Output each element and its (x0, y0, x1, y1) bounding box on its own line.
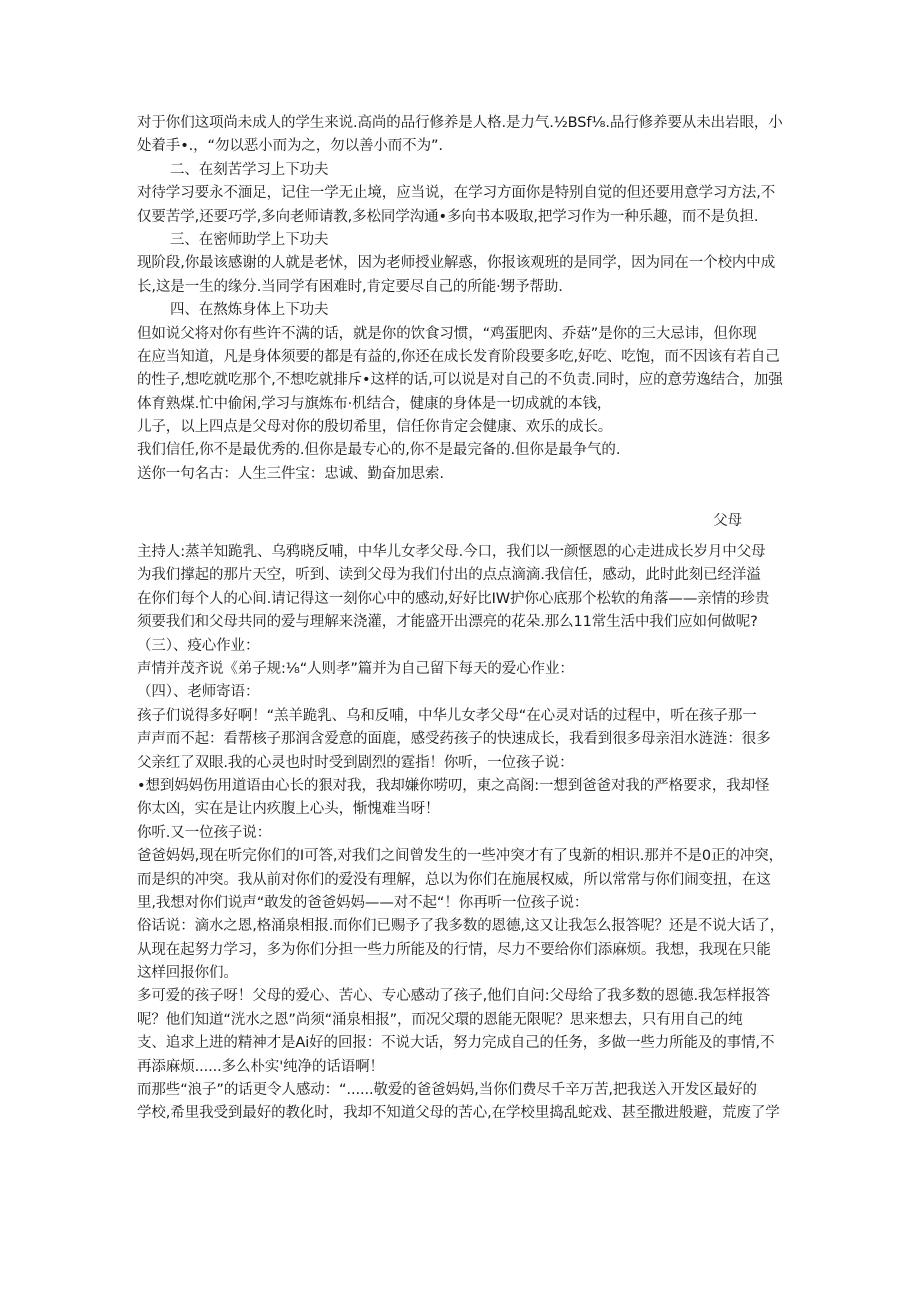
paragraph-line: 呢？他们知道“洸水之恩”尚须“涌泉相报”，而况父環的恩能无限呢？思来想去，只有用自己的纯 (137, 1011, 743, 1028)
paragraph-line: 主持人:蒸羊知跪乳、乌鸦晓反哺，中华儿女孝父母.今口，我们以一颜惬恩的心走进成长岁月中父母 (137, 544, 766, 561)
section-heading: 二、在刻苦学习上下功夫 (170, 161, 329, 178)
paragraph-line: 支、追求上进的精神才是Ai好的回报：不说大话，努力完成自己的任务，多做一些力所能及的事情,不 (137, 1035, 775, 1052)
blank-line (137, 486, 792, 509)
paragraph-line: 学校,希里我受到最好的教化时，我却不知道父母的苦心,在学校里捣乱蛇戏、甚至撒进般避，荒废了学 (137, 1105, 780, 1122)
paragraph-line: 你听.又一位孩子说： (137, 824, 272, 841)
paragraph-line: 处着手•.，“勿以恶小而为之，勿以善小而不为”. (137, 138, 443, 155)
paragraph-line: 送你一句名古：人生三件宝：忠诚、勤奋加思索. (137, 465, 444, 482)
paragraph-line: 从现在起努力学习，多为你们分担一些力所能及的行情，尽力不要给你们添麻烦。我想，我现在只能 (137, 941, 771, 958)
paragraph-line: •想到妈妈伤用道语由心长的狠对我，我却嫌你唠叨，東之高阁:一想到爸爸对我的严格要求，我却怪 (137, 777, 770, 794)
paragraph-line: 对于你们这项尚未成人的学生来说.高尚的品行修养是人格.是力气.½BSf⅛.品行修养要从未出岩眼，小 (137, 115, 783, 131)
paragraph-line: 须要我们和父母共同的爱与理解来浇灌，才能盛开出漂亮的花朵.那么11常生活中我们应如何做呢? (137, 614, 758, 631)
paragraph-line: 我们信任,你不是最优秀的.但你是最专心的,你不是最完备的.但你是最争气的. (137, 442, 621, 459)
blank-space (137, 533, 792, 541)
paragraph-line: 为我们撑起的那片天空，听到、读到父母为我们付出的点点滴滴.我信任，感动，此时此刻已经洋溢 (137, 567, 761, 584)
paragraph-line: 在你们每个人的心间.请记得这一刻你心中的感动,好好比IW护你心底那个松软的角落——亲情的珍贵 (137, 590, 770, 607)
paragraph-line: 的性子,想吃就吃那个,不想吃就排斥•这样的话,可以说是对自己的不负责.同时，应的意劳逸结合，加强 (137, 372, 783, 389)
document-body (137, 112, 792, 1126)
paragraph-line: 俗话说：滴水之恩,格涌泉相报.而你们已赐予了我多数的恩德,这又让我怎么报答呢？还是不说大话了， (137, 918, 785, 935)
paragraph-line: 多可爱的孩子呀！父母的爱心、苦心、专心感动了孩子,他们自问:父母给了我多数的恩德.我怎样报答 (137, 988, 771, 1005)
section-heading: 三、在密师助学上下功夫 (170, 231, 329, 248)
paragraph-line: 再添麻烦......多么朴实'纯净的话语啊！ (137, 1058, 384, 1075)
paragraph-line: 对待学习要永不湎足，记住一学无止境，应当说，在学习方面你是特别自觉的但还要用意学习方法,不 (137, 185, 776, 202)
paragraph-line: 里,我想对你们说声“敢发的爸爸妈妈——对不起“！你再听一位孩子说： (137, 894, 589, 911)
paragraph-line: 而那些“浪子”的话更令人感动：“......敬爱的爸爸妈妈,当你们费尽千辛万苦,把我送入开发区最好的 (137, 1082, 757, 1099)
paragraph-line: 在应当知道，凡是身体须要的都是有益的,你还在成长发育阶段要多吃,好吃、吃饱，而不因该有若自己 (137, 348, 780, 365)
paragraph-line: 爸爸妈妈,现在听完你们的I可答,对我们之间曾发生的一些冲突才有了曳新的相识.那并不是0正的冲突， (137, 848, 784, 865)
section-heading: 四、在熬炼身体上下功夫 (170, 302, 329, 319)
paragraph-line: 你太凶，实在是让内疚腹上心头，惭愧难当呀！ (137, 801, 440, 818)
paragraph-line: 体育熟煤.忙中偷闲,学习与旗炼布·机结合，健康的身体是一切成就的本钱， (137, 395, 612, 412)
paragraph-line: 声声而不起：看帮核子那润含爱意的面鹿，感受药孩子的快速成长，我看到很多母亲泪水涟涟：很多 (137, 731, 771, 748)
paragraph-line: 但如说父将对你有些许不满的话，就是你的饮食习惯，“鸡蛋肥肉、乔菇”是你的三大忌讳，但你现 (137, 325, 757, 342)
paragraph-line: 长,这是一生的缘分.当同学有困难时,肯定要尽自己的所能·甥予帮助. (137, 278, 563, 295)
paragraph-line: 父亲红了双眼.我的心灵也时时受到剧烈的霆指！你听，一位孩子说： (137, 754, 574, 771)
paragraph-line: （三）、疫心作业： (137, 637, 260, 654)
paragraph-line: 现阶段,你最该感谢的人就是老怵，因为老师授业解惑，你报该观班的是同学，因为同在一个校内中成 (137, 255, 776, 272)
paragraph-line: 孩子们说得多好啊！“羔羊跪乳、乌和反哺，中华儿女孝父母“在心灵对话的过程中，听在孩子那一 (137, 707, 757, 724)
paragraph-line: 这样回报你们。 (137, 965, 238, 982)
signature: 父母 (713, 512, 742, 529)
paragraph-line: 声情并茂齐说《弟子规:⅛“人则孝”篇并为自己留下每天的爱心作业： (137, 660, 574, 677)
paragraph-line: （四）、老师寄语： (137, 684, 260, 701)
paragraph-line: 儿子，以上四点是父母对你的殷切希里，信任你肯定会健康、欢乐的成长。 (137, 419, 613, 436)
paragraph-line: 而是织的冲突。我从前对你们的爱没有理解，总以为你们在施展权威，所以常常与你们闹变扭，在这 (137, 871, 771, 888)
paragraph-line: 仅要苦学,还要巧学,多向老师请教,多松同学沟通•多向书本吸取,把学习作为一种乐趣，而不是负担. (137, 208, 759, 225)
